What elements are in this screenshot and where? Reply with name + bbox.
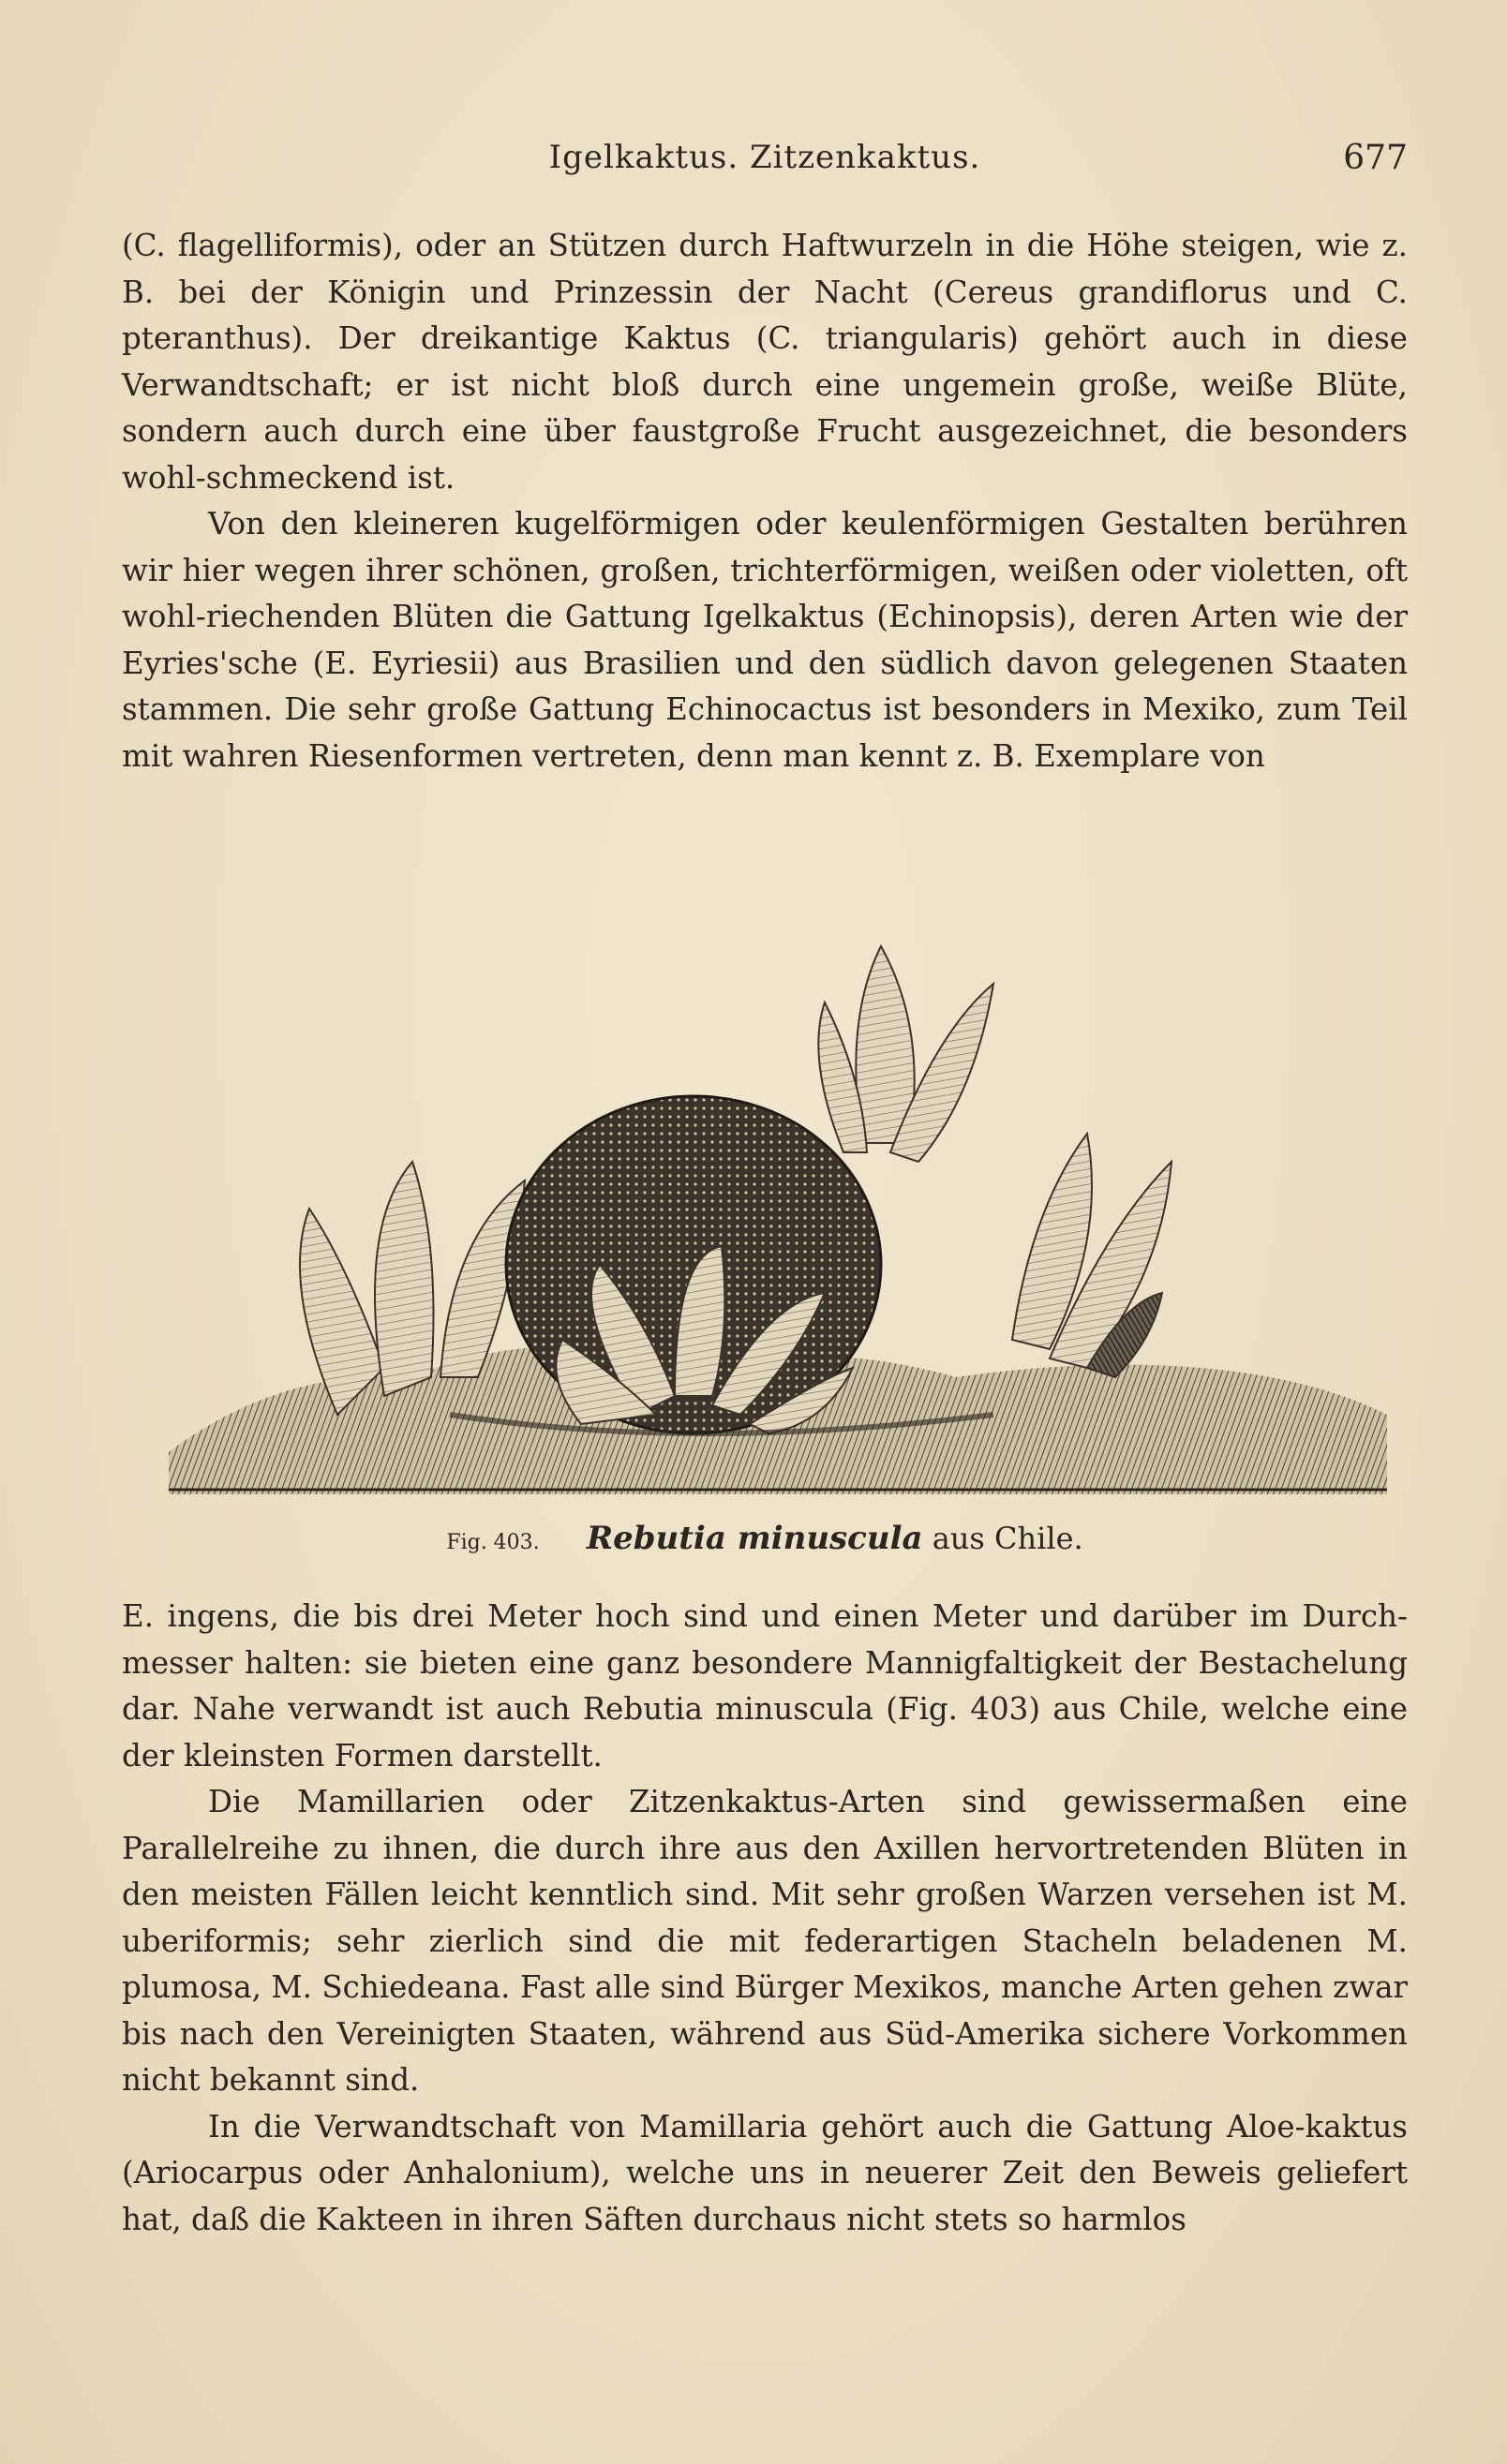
figure-origin: aus Chile. xyxy=(932,1521,1083,1556)
page-number: 677 xyxy=(1343,139,1408,177)
figure-label: Fig. 403. xyxy=(446,1531,540,1554)
text-block-bottom xyxy=(122,1594,1408,2243)
paragraph-aloekaktus: In die Verwandtschaft von Mamillaria gehört auch die Gattung Aloe-kaktus (Ariocarpus oder Anhalonium), welche uns in neuerer Zeit den Beweis geliefert hat, daß die Kakteen in ihren Säften durchaus nicht stets so harmlos xyxy=(122,2108,1408,2237)
paragraph-echinopsis: Von den kleineren kugelförmigen oder keulenförmigen Gestalten berühren wir hier wegen ihrer schönen, großen, trichterförmigen, weißen oder violetten, oft wohl-riechenden Blüten die Gattung Igelkaktus (Echinopsis), deren Arten wie der Eyries'sche (E. Eyriesii) aus Brasilien und den südlich davon gelegenen Staaten stammen. Die sehr große Gattung Echinocactus ist besonders in Mexiko, zum Teil mit wahren Riesenformen vertreten, denn man kennt z. B. Exemplare von xyxy=(122,506,1408,774)
figure-caption xyxy=(122,1520,1408,1557)
paragraph-ingens: E. ingens, die bis drei Meter hoch sind und einen Meter und darüber im Durch-messer halten: sie bieten eine ganz besondere Mannigfaltigkeit der Bestachelung dar. Nahe verwandt ist auch Rebutia minuscula (Fig. 403) aus Chile, welche eine der kleinsten Formen darstellt. xyxy=(122,1598,1408,1774)
running-title: Igelkaktus. Zitzenkaktus. xyxy=(548,139,981,176)
cactus-engraving-illustration xyxy=(169,928,1387,1518)
running-head xyxy=(122,139,1408,186)
figure-species: Rebutia minuscula xyxy=(586,1520,923,1557)
text-block-top xyxy=(122,223,1408,779)
paragraph-mamillarien: Die Mamillarien oder Zitzenkaktus-Arten sind gewissermaßen eine Parallelreihe zu ihnen, die durch ihre aus den Axillen hervortretenden Blüten in den meisten Fällen leicht kenntlich sind. Mit sehr großen Warzen versehen ist M. uberiformis; sehr zierlich sind die mit federartigen Stacheln beladenen M. plumosa, M. Schiedeana. Fast alle sind Bürger Mexikos, manche Arten gehen zwar bis nach den Vereinigten Staaten, während aus Süd-Amerika sichere Vorkommen nicht bekannt sind. xyxy=(122,1784,1408,2098)
figure-rebutia-engraving xyxy=(169,928,1387,1518)
paragraph-continuation: (C. flagelliformis), oder an Stützen durch Haftwurzeln in die Höhe steigen, wie z. B. bei der Königin und Prinzessin der Nacht (Cereus grandiflorus und C. pteranthus). Der dreikantige Kaktus (C. triangularis) gehört auch in diese Verwandtschaft; er ist nicht bloß durch eine ungemein große, weiße Blüte, sondern auch durch eine über faustgroße Frucht ausgezeichnet, die besonders wohl-schmeckend ist. xyxy=(122,228,1408,496)
